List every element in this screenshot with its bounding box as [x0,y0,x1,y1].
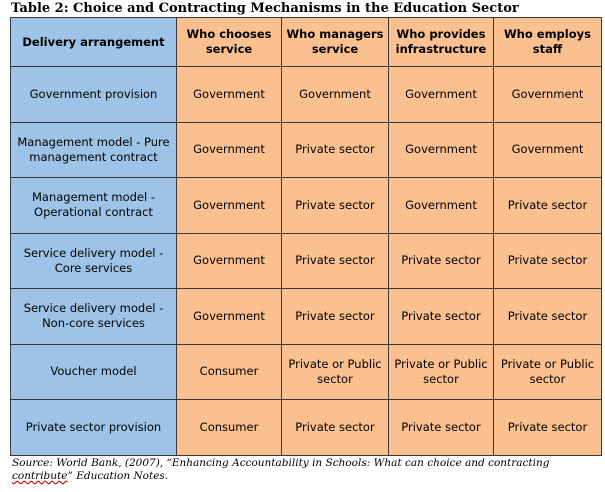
table-row [11,178,602,234]
cell-delivery-arrangement: Voucher model [11,344,177,400]
cell-who-employs-staff: Private or Public sector [494,344,602,400]
cell-who-employs-staff: Private sector [494,400,602,456]
cell-who-chooses-service: Consumer [177,344,282,400]
cell-who-employs-staff: Government [494,122,602,178]
cell-delivery-arrangement: Management model - Operational contract [11,178,177,234]
cell-who-chooses-service: Government [177,67,282,123]
contracting-mechanisms-table [10,17,602,456]
cell-who-chooses-service: Government [177,178,282,234]
table-row [11,400,602,456]
cell-who-provides-infrastructure: Private sector [389,400,494,456]
cell-who-employs-staff: Private sector [494,289,602,345]
cell-delivery-arrangement: Government provision [11,67,177,123]
table-row [11,67,602,123]
cell-delivery-arrangement: Service delivery model - Core services [11,233,177,289]
cell-who-managers-service: Private sector [282,400,389,456]
cell-who-managers-service: Private sector [282,122,389,178]
cell-delivery-arrangement: Private sector provision [11,400,177,456]
cell-who-provides-infrastructure: Private sector [389,289,494,345]
cell-who-provides-infrastructure: Government [389,178,494,234]
cell-who-provides-infrastructure: Private sector [389,233,494,289]
table-body [11,67,602,456]
header-who-chooses-service: Who chooses service [177,18,282,67]
cell-who-managers-service: Private sector [282,233,389,289]
table-row [11,289,602,345]
header-delivery-arrangement: Delivery arrangement [11,18,177,67]
table-row [11,344,602,400]
cell-who-chooses-service: Government [177,233,282,289]
table-title: Table 2: Choice and Contracting Mechanisms in the Education Sector [11,1,519,16]
cell-who-managers-service: Private sector [282,289,389,345]
header-who-provides-infrastructure: Who provides infrastructure [389,18,494,67]
source-text-end: ” Education Notes. [67,470,169,482]
spellcheck-flagged-word: contribute [12,470,68,482]
cell-who-managers-service: Government [282,67,389,123]
cell-who-employs-staff: Government [494,67,602,123]
table-row [11,233,602,289]
cell-who-provides-infrastructure: Private or Public sector [389,344,494,400]
table-row [11,122,602,178]
cell-who-chooses-service: Government [177,289,282,345]
header-who-managers-service: Who managers service [282,18,389,67]
cell-who-managers-service: Private or Public sector [282,344,389,400]
header-row [11,18,602,67]
cell-delivery-arrangement: Service delivery model - Non-core services [11,289,177,345]
header-who-employs-staff: Who employs staff [494,18,602,67]
cell-who-employs-staff: Private sector [494,178,602,234]
cell-who-provides-infrastructure: Government [389,122,494,178]
cell-who-chooses-service: Consumer [177,400,282,456]
cell-who-managers-service: Private sector [282,178,389,234]
cell-who-provides-infrastructure: Government [389,67,494,123]
source-text: Source: World Bank, (2007), “Enhancing Accountability in Schools: What can choice and contracting [12,457,550,469]
cell-delivery-arrangement: Management model - Pure management contract [11,122,177,178]
cell-who-chooses-service: Government [177,122,282,178]
cell-who-employs-staff: Private sector [494,233,602,289]
source-note [12,457,597,483]
